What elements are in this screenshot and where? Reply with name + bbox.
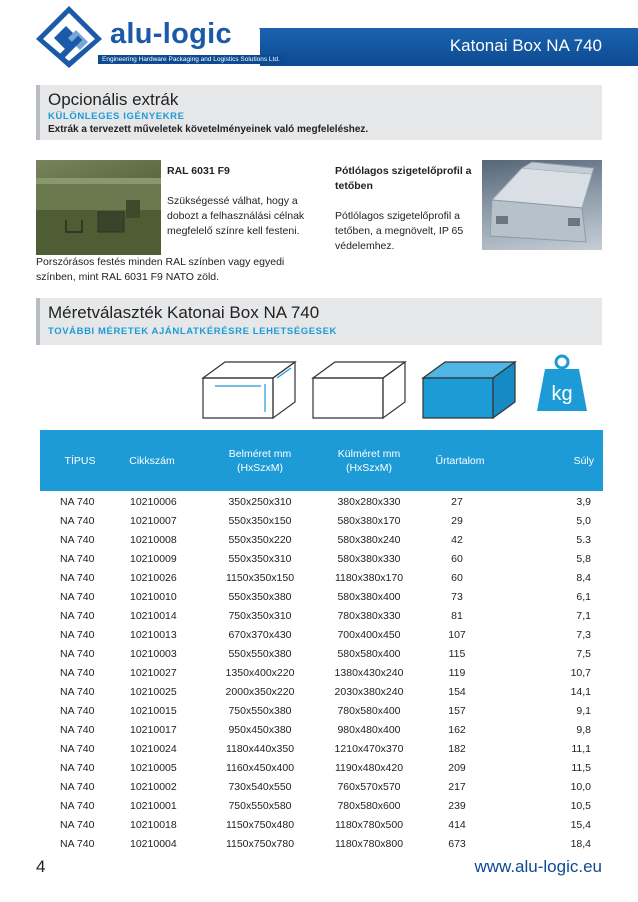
cell-outer: 2030x380x240 bbox=[334, 686, 404, 698]
cell-outer: 760x570x570 bbox=[337, 781, 401, 793]
cell-volume: 414 bbox=[448, 819, 466, 831]
cell-volume: 81 bbox=[451, 610, 463, 622]
extras-section-header bbox=[36, 85, 602, 140]
cell-outer: 580x580x400 bbox=[337, 648, 401, 660]
page-number: 4 bbox=[36, 857, 46, 876]
cell-weight: 10,5 bbox=[570, 800, 591, 812]
extras-subtitle: KÜLÖNLEGES IGÉNYEKRE bbox=[48, 111, 185, 122]
size-table-body bbox=[40, 494, 603, 855]
cell-volume: 73 bbox=[451, 591, 463, 603]
cell-inner: 350x250x310 bbox=[228, 496, 292, 508]
cell-type: NA 740 bbox=[60, 838, 95, 850]
green-box-photo bbox=[36, 160, 161, 255]
logo-tagline: Engineering Hardware Packaging and Logistics Solutions Ltd. bbox=[98, 55, 284, 64]
cell-article: 10210004 bbox=[130, 838, 177, 850]
cell-inner: 1150x750x480 bbox=[225, 819, 295, 831]
cell-volume: 115 bbox=[448, 648, 466, 660]
cell-type: NA 740 bbox=[60, 819, 95, 831]
cell-inner: 730x540x550 bbox=[228, 781, 292, 793]
extras-title: Opcionális extrák bbox=[48, 90, 179, 109]
th-inner-line2: (HxSzxM) bbox=[236, 462, 284, 474]
cell-type: NA 740 bbox=[60, 553, 95, 565]
cell-volume: 107 bbox=[448, 629, 466, 641]
cell-weight: 5.3 bbox=[576, 534, 591, 546]
cell-type: NA 740 bbox=[60, 800, 95, 812]
cell-outer: 580x380x240 bbox=[337, 534, 401, 546]
cell-inner: 750x550x580 bbox=[228, 800, 292, 812]
cell-type: NA 740 bbox=[60, 629, 95, 641]
table-row bbox=[40, 760, 603, 779]
sizes-subtitle: TOVÁBBI MÉRETEK AJÁNLATKÉRÉSRE LEHETSÉGESEK bbox=[48, 326, 338, 337]
th-inner bbox=[208, 447, 312, 475]
table-row bbox=[40, 627, 603, 646]
cell-type: NA 740 bbox=[60, 686, 95, 698]
cell-inner: 950x450x380 bbox=[228, 724, 292, 736]
weight-kg-icon bbox=[537, 353, 587, 411]
cell-type: NA 740 bbox=[60, 496, 95, 508]
th-outer-line1: Külméret mm bbox=[337, 448, 401, 460]
table-row bbox=[40, 684, 603, 703]
cell-volume: 60 bbox=[451, 553, 463, 565]
cell-inner: 550x350x220 bbox=[228, 534, 292, 546]
volume-box-icon bbox=[423, 362, 515, 418]
cell-volume: 119 bbox=[448, 667, 466, 679]
ral-heading: RAL 6031 F9 bbox=[167, 165, 230, 177]
cell-inner: 550x350x150 bbox=[228, 515, 292, 527]
cell-weight: 9,8 bbox=[576, 724, 591, 736]
outer-dimension-box-icon bbox=[313, 362, 405, 418]
cell-weight: 10,0 bbox=[570, 781, 591, 793]
cell-volume: 29 bbox=[451, 515, 463, 527]
th-type: TÍPUS bbox=[64, 455, 96, 467]
cell-inner: 1180x440x350 bbox=[225, 743, 295, 755]
table-row bbox=[40, 551, 603, 570]
table-row bbox=[40, 779, 603, 798]
cell-inner: 1160x450x400 bbox=[225, 762, 295, 774]
cell-outer: 700x400x450 bbox=[337, 629, 401, 641]
cell-inner: 1150x350x150 bbox=[225, 572, 295, 584]
table-row bbox=[40, 589, 603, 608]
cell-type: NA 740 bbox=[60, 724, 95, 736]
cell-weight: 9,1 bbox=[576, 705, 591, 717]
cell-weight: 11,1 bbox=[571, 743, 591, 755]
cell-article: 10210005 bbox=[130, 762, 177, 774]
cell-article: 10210002 bbox=[130, 781, 177, 793]
inner-dimension-box-icon bbox=[203, 362, 295, 418]
sizes-title: Méretválaszték Katonai Box NA 740 bbox=[48, 303, 320, 322]
cell-inner: 2000x350x220 bbox=[225, 686, 295, 698]
cell-outer: 380x280x330 bbox=[337, 496, 401, 508]
cell-type: NA 740 bbox=[60, 781, 95, 793]
cell-volume: 673 bbox=[448, 838, 466, 850]
cell-inner: 750x350x310 bbox=[228, 610, 292, 622]
cell-inner: 750x550x380 bbox=[228, 705, 292, 717]
cell-outer: 780x380x330 bbox=[337, 610, 401, 622]
th-inner-line1: Belméret mm bbox=[228, 448, 292, 460]
cell-article: 10210001 bbox=[130, 800, 177, 812]
cell-weight: 3,9 bbox=[576, 496, 591, 508]
cell-article: 10210026 bbox=[130, 572, 177, 584]
table-row bbox=[40, 513, 603, 532]
aluminium-box-photo bbox=[482, 160, 602, 250]
cell-article: 10210009 bbox=[130, 553, 177, 565]
cell-volume: 209 bbox=[448, 762, 466, 774]
cell-article: 10210006 bbox=[130, 496, 177, 508]
cell-inner: 670x370x430 bbox=[228, 629, 292, 641]
cell-article: 10210025 bbox=[130, 686, 177, 698]
cell-volume: 182 bbox=[448, 743, 466, 755]
extras-description: Extrák a tervezett műveletek követelményeinek való megfeleléshez. bbox=[48, 124, 369, 135]
table-row bbox=[40, 532, 603, 551]
cell-outer: 1180x380x170 bbox=[334, 572, 404, 584]
cell-weight: 8,4 bbox=[576, 572, 591, 584]
cell-weight: 5,8 bbox=[576, 553, 591, 565]
cell-inner: 550x350x310 bbox=[228, 553, 292, 565]
cell-article: 10210015 bbox=[130, 705, 177, 717]
cell-inner: 550x550x380 bbox=[228, 648, 292, 660]
table-row bbox=[40, 646, 603, 665]
cell-outer: 780x580x400 bbox=[337, 705, 401, 717]
table-row bbox=[40, 703, 603, 722]
cell-type: NA 740 bbox=[60, 648, 95, 660]
cell-weight: 10,7 bbox=[570, 667, 591, 679]
table-row bbox=[40, 836, 603, 855]
cell-weight: 7,3 bbox=[576, 629, 591, 641]
cell-type: NA 740 bbox=[60, 591, 95, 603]
website-link[interactable]: www.alu-logic.eu bbox=[474, 857, 602, 876]
cell-volume: 27 bbox=[451, 496, 463, 508]
cell-type: NA 740 bbox=[60, 762, 95, 774]
cell-outer: 580x380x170 bbox=[337, 515, 401, 527]
cell-type: NA 740 bbox=[60, 667, 95, 679]
table-row bbox=[40, 494, 603, 513]
cell-article: 10210027 bbox=[130, 667, 177, 679]
cell-article: 10210018 bbox=[130, 819, 177, 831]
cell-weight: 5,0 bbox=[576, 515, 591, 527]
profile-heading: Pótlólagos szigetelőprofil a tetőben bbox=[335, 165, 472, 192]
cell-weight: 15,4 bbox=[570, 819, 591, 831]
sizes-section-header bbox=[36, 298, 602, 345]
th-outer bbox=[316, 447, 422, 475]
profile-body: Pótlólagos szigetelőprofil a tetőben, a megnövelt, IP 65 védelemhez. bbox=[335, 210, 464, 252]
cell-weight: 7,5 bbox=[576, 648, 591, 660]
cell-inner: 1350x400x220 bbox=[225, 667, 295, 679]
cell-outer: 1380x430x240 bbox=[334, 667, 404, 679]
page-title: Katonai Box NA 740 bbox=[449, 36, 602, 55]
cell-article: 10210013 bbox=[130, 629, 177, 641]
cell-article: 10210024 bbox=[130, 743, 177, 755]
cell-volume: 154 bbox=[448, 686, 466, 698]
cell-type: NA 740 bbox=[60, 743, 95, 755]
table-header bbox=[40, 430, 603, 491]
cell-article: 10210017 bbox=[130, 724, 177, 736]
kg-label: kg bbox=[551, 383, 573, 405]
cell-article: 10210010 bbox=[130, 591, 177, 603]
ral-footnote: Porszórásos festés minden RAL színben vagy egyedi színben, mint RAL 6031 F9 NATO zöld. bbox=[36, 256, 285, 283]
table-row bbox=[40, 798, 603, 817]
cell-outer: 580x380x330 bbox=[337, 553, 401, 565]
cell-outer: 1210x470x370 bbox=[334, 743, 404, 755]
table-row bbox=[40, 817, 603, 836]
cell-volume: 157 bbox=[448, 705, 466, 717]
logo-icon bbox=[34, 4, 104, 70]
cell-weight: 7,1 bbox=[576, 610, 591, 622]
table-row bbox=[40, 722, 603, 741]
cell-outer: 1180x780x800 bbox=[334, 838, 404, 850]
cell-volume: 162 bbox=[448, 724, 466, 736]
cell-type: NA 740 bbox=[60, 515, 95, 527]
table-row bbox=[40, 570, 603, 589]
table-row bbox=[40, 741, 603, 760]
cell-outer: 580x380x400 bbox=[337, 591, 401, 603]
cell-weight: 18,4 bbox=[570, 838, 591, 850]
th-article: Cikkszám bbox=[129, 455, 175, 467]
cell-type: NA 740 bbox=[60, 534, 95, 546]
cell-type: NA 740 bbox=[60, 572, 95, 584]
cell-outer: 980x480x400 bbox=[337, 724, 401, 736]
cell-type: NA 740 bbox=[60, 705, 95, 717]
cell-article: 10210007 bbox=[130, 515, 177, 527]
cell-outer: 780x580x600 bbox=[337, 800, 401, 812]
th-outer-line2: (HxSzxM) bbox=[345, 462, 393, 474]
cell-weight: 6,1 bbox=[576, 591, 591, 603]
th-volume: Űrtartalom bbox=[435, 455, 485, 467]
table-row bbox=[40, 608, 603, 627]
cell-outer: 1180x780x500 bbox=[334, 819, 404, 831]
cell-weight: 14,1 bbox=[570, 686, 591, 698]
cell-volume: 60 bbox=[451, 572, 463, 584]
cell-article: 10210008 bbox=[130, 534, 177, 546]
cell-volume: 217 bbox=[448, 781, 466, 793]
cell-article: 10210014 bbox=[130, 610, 177, 622]
ral-body: Szükségessé válhat, hogy a dobozt a felhasználási célnak megfelelő színre kell festeni. bbox=[167, 195, 305, 237]
cell-volume: 239 bbox=[448, 800, 466, 812]
logo-text: alu-logic bbox=[110, 18, 232, 50]
th-weight: Súly bbox=[573, 455, 594, 467]
cell-volume: 42 bbox=[451, 534, 463, 546]
cell-inner: 1150x750x780 bbox=[225, 838, 295, 850]
cell-weight: 11,5 bbox=[571, 762, 591, 774]
cell-type: NA 740 bbox=[60, 610, 95, 622]
cell-article: 10210003 bbox=[130, 648, 177, 660]
table-row bbox=[40, 665, 603, 684]
cell-outer: 1190x480x420 bbox=[334, 762, 404, 774]
cell-inner: 550x350x380 bbox=[228, 591, 292, 603]
